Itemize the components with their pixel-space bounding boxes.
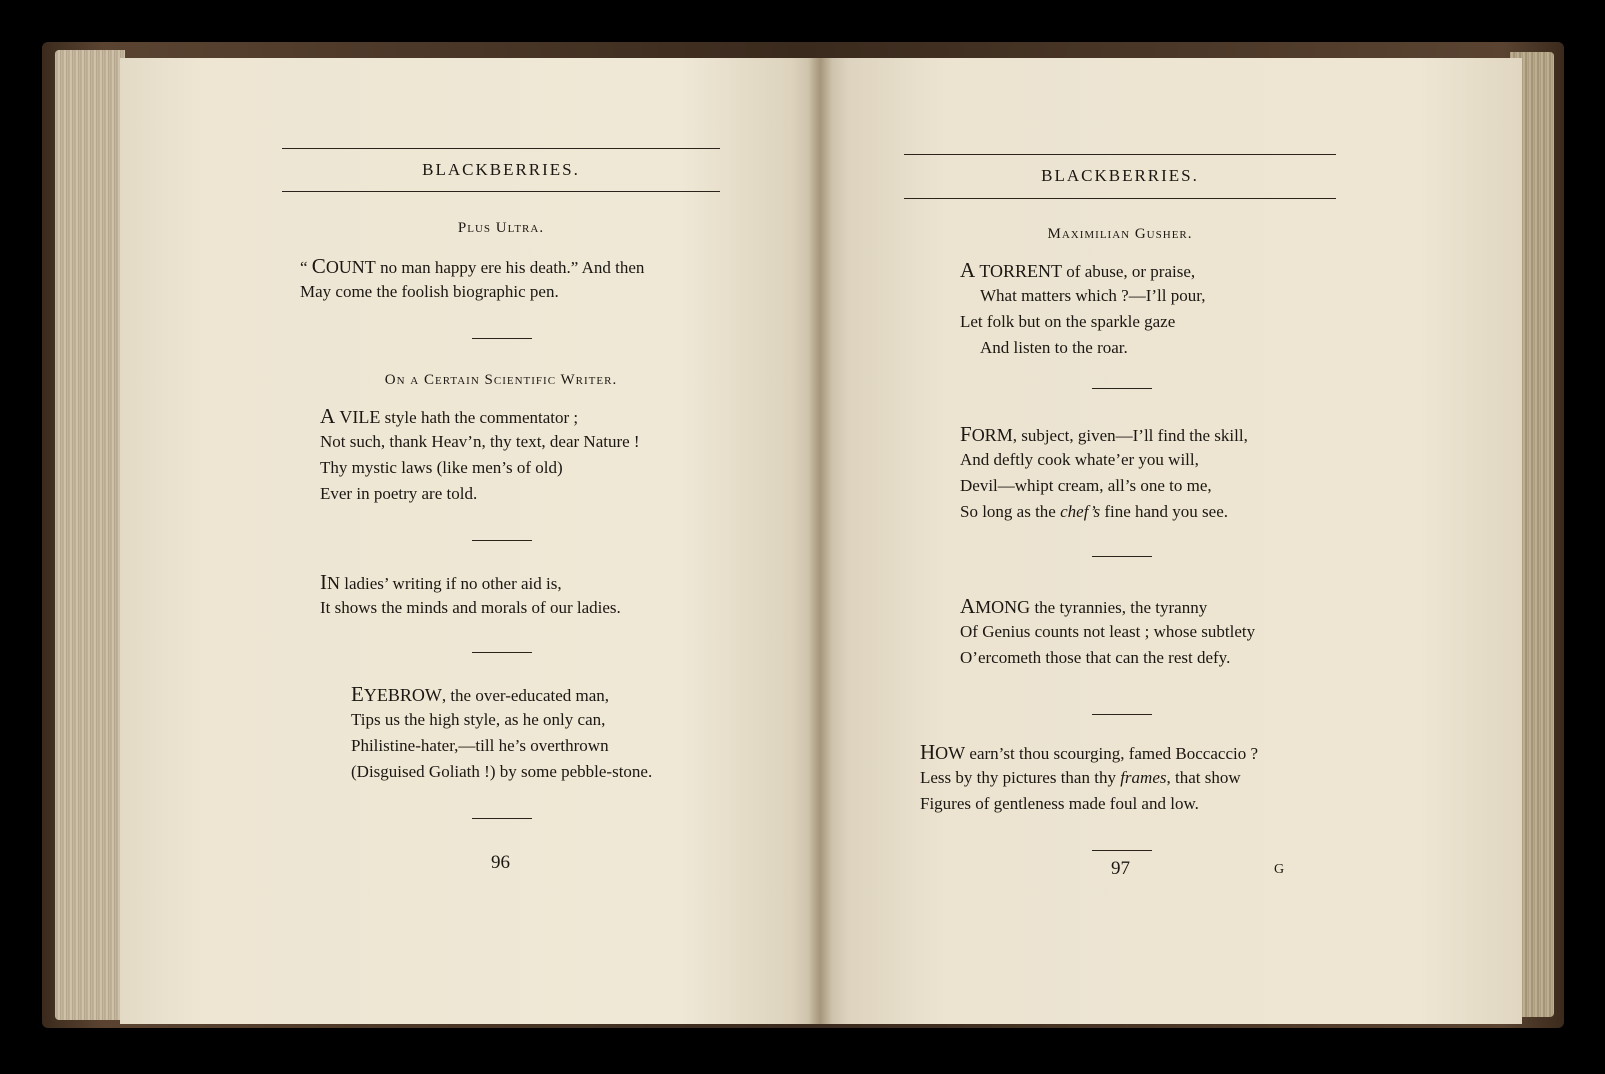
section-separator (1092, 714, 1152, 715)
section-separator (472, 652, 532, 653)
poem-line: May come the foolish biographic pen. (300, 282, 559, 301)
poem-line: IN ladies’ writing if no other aid is, (320, 570, 562, 594)
poem-line: A TORRENT of abuse, or praise, (960, 258, 1196, 282)
poem-line: It shows the minds and morals of our ladies. (320, 598, 621, 617)
poem-line: “ COUNT no man happy ere his death.” And then (300, 254, 645, 278)
poem-line: Not such, thank Heav’n, thy text, dear Nature ! (320, 432, 640, 451)
poem-line: Thy mystic laws (like men’s of old) (320, 458, 563, 477)
section-separator (1092, 556, 1152, 557)
poem-line: AMONG the tyrannies, the tyranny (960, 594, 1208, 618)
poem-line: And listen to the roar. (980, 338, 1128, 357)
poem-line: Figures of gentleness made foul and low. (920, 794, 1199, 813)
poem-line: O’ercometh those that can the rest defy. (960, 648, 1231, 667)
header-rule-top (282, 148, 720, 149)
poem-line: Let folk but on the sparkle gaze (960, 312, 1176, 331)
poem-title: On a Certain Scientific Writer. (384, 372, 618, 388)
poem-line: A VILE style hath the commentator ; (320, 404, 579, 428)
header-rule-bottom (282, 191, 720, 192)
poem-line: Ever in poetry are told. (320, 484, 478, 503)
poem-title: Maximilian Gusher. (1047, 226, 1193, 242)
poem-line: Tips us the high style, as he only can, (351, 710, 606, 729)
running-head-right: BLACKBERRIES. (1041, 166, 1199, 185)
poem-line: Philistine-hater,—till he’s overthrown (351, 736, 609, 755)
poem-line: EYEBROW, the over-educated man, (351, 682, 610, 706)
header-rule-top (904, 154, 1336, 155)
section-separator (1092, 850, 1152, 851)
poem-line: (Disguised Goliath !) by some pebble-stone. (351, 762, 653, 781)
poem-line: Devil—whipt cream, all’s one to me, (960, 476, 1212, 495)
running-head-left: BLACKBERRIES. (422, 160, 580, 179)
poem-line: Of Genius counts not least ; whose subtlety (960, 622, 1256, 641)
page-number-right: 97 (1111, 858, 1130, 879)
left-page (120, 58, 820, 1024)
right-page (820, 58, 1522, 1024)
signature-mark: G (1274, 862, 1285, 877)
poem-line: So long as the chef’s fine hand you see. (960, 502, 1229, 521)
poem-line: FORM, subject, given—I’ll find the skill, (960, 422, 1248, 446)
poem-line: What matters which ?—I’ll pour, (980, 286, 1206, 305)
section-separator (472, 818, 532, 819)
page-number-left: 96 (491, 852, 510, 873)
header-rule-bottom (904, 198, 1336, 199)
book-gutter (808, 58, 832, 1024)
poem-line: And deftly cook whate’er you will, (960, 450, 1199, 469)
poem-line: HOW earn’st thou scourging, famed Boccaccio ? (920, 740, 1259, 764)
section-separator (472, 338, 532, 339)
section-separator (472, 540, 532, 541)
page-edges-left (55, 50, 125, 1020)
poem-line: Less by thy pictures than thy frames, that show (920, 768, 1241, 787)
section-separator (1092, 388, 1152, 389)
poem-title: Plus Ultra. (457, 220, 545, 236)
